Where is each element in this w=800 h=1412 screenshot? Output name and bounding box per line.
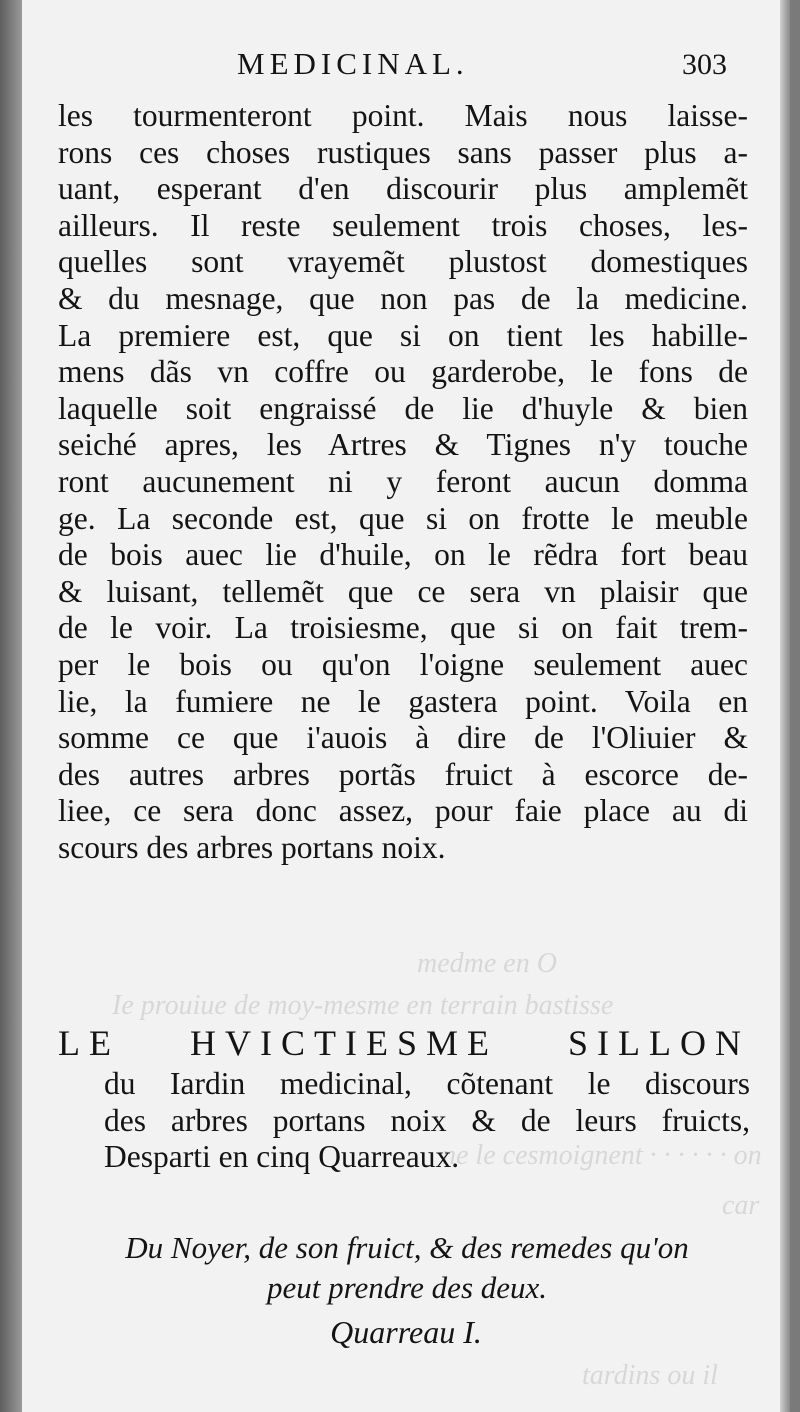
text-line: lie, la fumiere ne le gastera point. Voila en — [58, 683, 748, 719]
text-line: quelles sont vrayemẽt plustost domestiques — [58, 244, 748, 280]
section-subtitle — [104, 1066, 750, 1176]
text-line: de le voir. La troisiesme, que si on fait trem- — [58, 610, 748, 646]
chapter-title-line: Du Noyer, de son fruict, & des remedes qu'on — [125, 1230, 689, 1265]
chapter-number: Quarreau I. — [330, 1314, 482, 1350]
page-edge — [780, 0, 790, 1412]
page-number: 303 — [682, 48, 727, 81]
text-line: ge. La seconde est, que si on frotte le meuble — [58, 500, 748, 536]
text-line: uant, esperant d'en discourir plus amplemẽt — [58, 171, 748, 207]
running-head: MEDICINAL. — [237, 46, 469, 81]
body-paragraph — [58, 98, 748, 866]
show-through-text: car — [722, 1190, 760, 1221]
subtitle-line: du Iardin medicinal, cõtenant le discours — [104, 1066, 750, 1101]
text-line: liee, ce sera donc assez, pour faie place au di — [58, 793, 748, 829]
subtitle-line: des arbres portans noix & de leurs fruicts, — [104, 1102, 750, 1138]
page-gutter-shadow — [0, 0, 22, 1412]
text-line: somme ce que i'auois à dire de l'Oliuier & — [58, 720, 748, 756]
text-line: rons ces choses rustiques sans passer plus a- — [58, 134, 748, 170]
text-line: les tourmenteront point. Mais nous laisse- — [58, 98, 748, 133]
text-line: des autres arbres portãs fruict à escorce de- — [58, 756, 748, 792]
chapter-title — [62, 1228, 752, 1308]
text-line: per le bois ou qu'on l'oigne seulement auec — [58, 646, 748, 682]
text-line: laquelle soit engraissé de lie d'huyle & bien — [58, 390, 748, 426]
show-through-text: Ie prouiue de moy-mesme en terrain bastisse — [112, 990, 614, 1021]
text-line: ront aucunement ni y feront aucun domma — [58, 463, 748, 499]
show-through-text: ne le cesmoignent · · · · · · on — [442, 1140, 762, 1171]
section-title: LE HVICTIESME SILLON — [58, 1023, 750, 1063]
chapter-title-line: peut prendre des deux. — [266, 1270, 548, 1305]
text-line: & du mesnage, que non pas de la medicine. — [58, 280, 748, 316]
text-line: mens dãs vn coffre ou garderobe, le fons de — [58, 354, 748, 390]
subtitle-line: Desparti en cinq Quarreaux. — [104, 1139, 460, 1175]
text-line: scours des arbres portans noix. — [58, 829, 446, 865]
show-through-text: medme en O — [417, 948, 557, 979]
book-page — [22, 0, 790, 1412]
show-through-text: tardins ou il — [582, 1360, 718, 1391]
text-line: de bois auec lie d'huile, on le rẽdra fort beau — [58, 537, 748, 573]
text-line: & luisant, tellemẽt que ce sera vn plaisir que — [58, 573, 748, 609]
text-line: La premiere est, que si on tient les habille- — [58, 317, 748, 353]
text-line: seiché apres, les Artres & Tignes n'y touche — [58, 427, 748, 463]
text-line: ailleurs. Il reste seulement trois choses, les- — [58, 207, 748, 243]
